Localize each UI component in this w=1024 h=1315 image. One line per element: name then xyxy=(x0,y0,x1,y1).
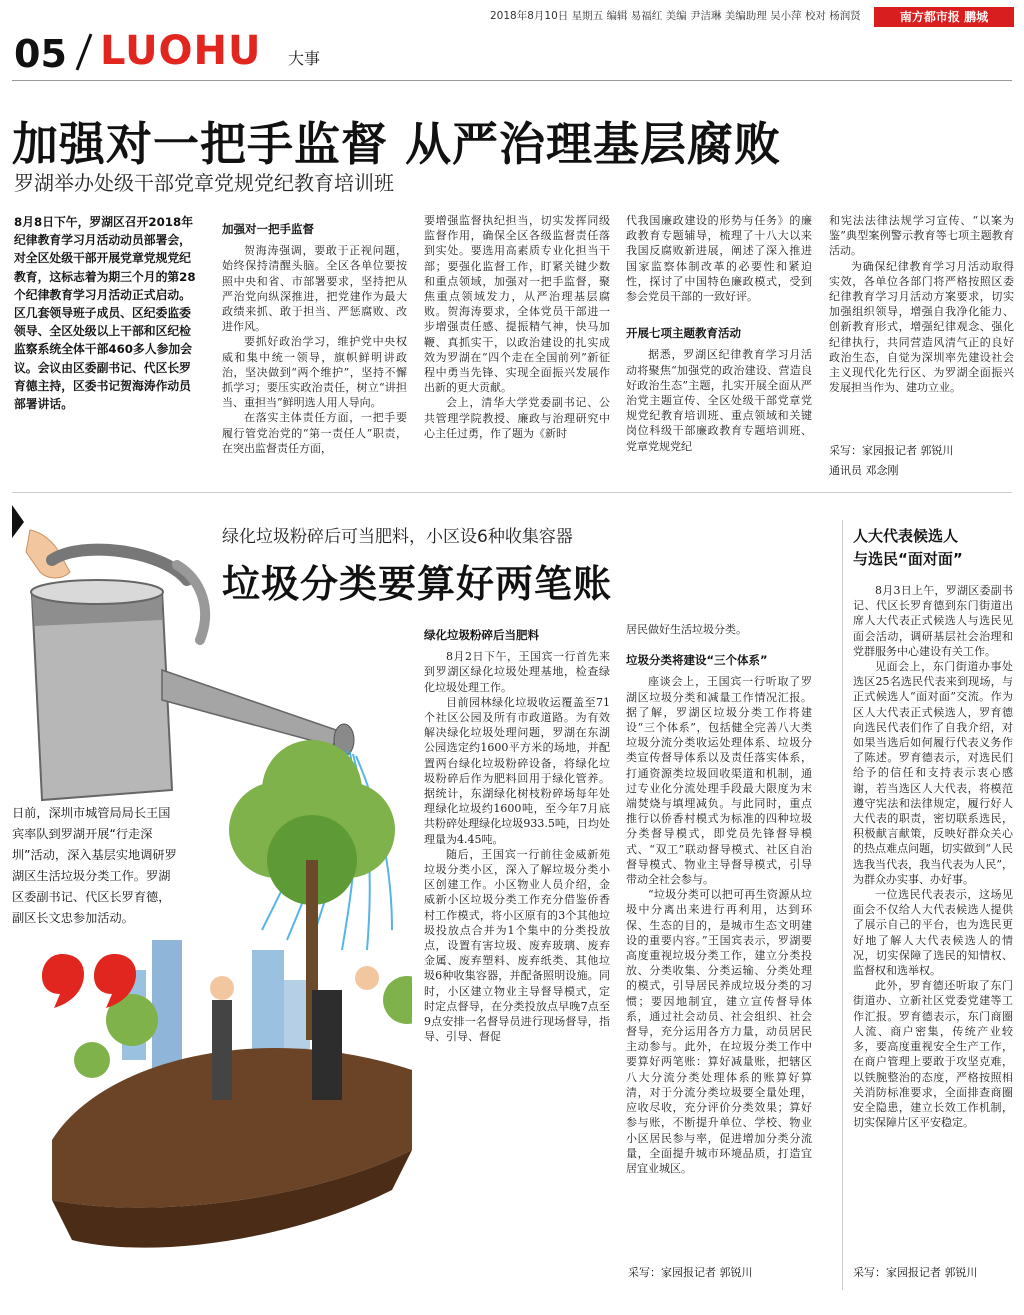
story2-col1-subhead: 绿化垃圾粉碎后当肥料 xyxy=(424,628,539,642)
paragraph: 目前园林绿化垃圾收运覆盖至71个社区公园及所有市政道路。为有效解决绿化垃圾处理问题，罗湖在东湖公园选定约1600平方米的场地，并配置两台绿化垃圾粉碎设备，将绿化垃圾粉碎后作为肥料回用于绿化管养。据统计，东湖绿化树枝粉碎场每年处理绿化垃圾约1600吨，至今年7月底共粉碎处理绿化垃圾933.5吨，日均处理量为4.45吨。 xyxy=(424,695,610,846)
story1-byline-reporter: 采写：家园报记者 郭锐川 xyxy=(829,444,954,457)
story2-column-2 xyxy=(626,622,812,1256)
paragraph: 代我国廉政建设的形势与任务》的廉政教育专题辅导，梳理了十八大以来我国反腐败新进展，阐述了深入推进国家监察体制改革的必要性和紧迫性，探讨了中国特色廉政模式，受到参会党员干部的一致好评。 xyxy=(626,214,812,304)
story2-byline: 采写：家园报记者 郭锐川 xyxy=(628,1266,753,1279)
sidebar-divider xyxy=(842,520,843,1290)
story1-bylines xyxy=(829,441,1014,481)
paragraph: 要增强监督执纪担当，切实发挥同级监督作用，确保全区各级监督责任落到实处。要选用高素质专业化担当干部；要强化监督工作，盯紧关键少数和重点领域，加强对一把手监督，聚焦重点领域发力，从严治理基层腐败。贺海涛要求，全体党员干部进一步增强责任感、提振精气神，快马加鞭、真抓实干，以政治建设的扎实成效为罗湖在“四个走在全国前列”新征程中勇当先锋、实现全面振兴发展作出新的更大贡献。 xyxy=(424,214,610,395)
newspaper-logo: 南方都市报 鹏城 xyxy=(874,7,1014,27)
story3-column xyxy=(853,583,1013,1256)
story2-column-1 xyxy=(424,628,610,1268)
quote-marks-icon xyxy=(40,950,140,1010)
paragraph: 为确保纪律教育学习月活动取得实效，各单位各部门将严格按照区委纪律教育学习月活动方案要求，切实加强组织领导，增强自我净化能力、创新教育形式，增强纪律观念、强化纪律执行，共同营造风清气正的良好政治生态，自觉为深圳率先建设社会主义现代化先行区、为罗湖全面振兴发展担当作为、建功立业。 xyxy=(829,259,1014,395)
paragraph: 贺海涛强调，要敢于正视问题，始终保持清醒头脑。全区各单位要按照中央和省、市部署要求，坚持把从严治党向纵深推进，把党建作为最大政绩来抓、敢于担当、严惩腐败、改进作风。 xyxy=(222,244,407,334)
story1-headline: 加强对一把手监督 从严治理基层腐败 xyxy=(12,117,782,171)
paragraph: 8月2日下午，王国宾一行首先来到罗湖区绿化垃圾处理基地，检查绿化垃圾处理工作。 xyxy=(424,650,610,694)
paragraph: 居民做好生活垃圾分类。 xyxy=(626,623,747,636)
story1-column-1 xyxy=(222,222,407,484)
paragraph: 随后，王国宾一行前往金威新苑垃圾分类小区，深入了解垃圾分类小区创建工作。小区物业人员介绍，金威新小区垃圾分类工作充分借鉴侨香村工作模式，将小区原有的3个其他垃圾投放点合并为1个集中的分类投放点，设置有害垃圾、废弃玻璃、废弃金属、废弃塑料、废弃纸类、其他垃圾6种收集容器，并配备照明设施。同时，小区建立物业主导督导模式，定时定点督导，在分类投放点早晚7点至9点安排一名督导员进行现场督导，指导、引导、督促 xyxy=(424,847,610,1044)
section-label: 大事 xyxy=(288,49,321,68)
story3-headline-line1: 人大代表候选人 xyxy=(853,527,959,545)
story3-headline xyxy=(853,525,1013,571)
paragraph: 和宪法法律法规学习宣传、“以案为鉴”典型案例警示教育等七项主题教育活动。 xyxy=(829,214,1014,258)
slash-divider-icon xyxy=(73,32,95,72)
paragraph: 会上，清华大学党委副书记、公共管理学院教授、廉政与治理研究中心主任过勇，作了题为《新时 xyxy=(424,396,610,440)
district-banner: LUOHU xyxy=(100,28,262,74)
page-number: 05 xyxy=(14,32,67,76)
page-dateline: 2018年8月10日 星期五 编辑 易福红 美编 尹洁琳 美编助理 吴小萍 校对 杨润贤 xyxy=(490,10,861,22)
story1-subheadline: 罗湖举办处级干部党章党规党纪教育培训班 xyxy=(14,171,394,195)
story2-kicker: 绿化垃圾粉碎后可当肥料，小区设6种收集容器 xyxy=(222,527,573,547)
story1-col3-subhead: 开展七项主题教育活动 xyxy=(626,326,741,341)
paragraph: 要抓好政治学习，维护党中央权威和集中统一领导，旗帜鲜明讲政治，坚决做到“两个维护”，坚持不懈抓学习；要压实政治责任，树立“讲担当、重担当”鲜明选人用人导向。 xyxy=(222,335,407,410)
story1-column-4 xyxy=(829,213,1014,428)
paragraph: 见面会上，东门街道办事处选区25名选民代表来到现场，与正式候选人“面对面”交流。作为区人大代表正式候选人，罗育德向选民代表们作了自我介绍，对如果当选后如何履行代表义务作了陈述。罗育德表示，对选民们给予的信任和支持表示衷心感谢，若当选区人大代表，将模范遵守宪法和法律规定，履行好人大代表的职责，密切联系选民，积极献言献策，反映好群众关心的热点难点问题，切实做到“人民选我当代表，我当代表为人民”，为群众办实事、办好事。 xyxy=(853,660,1013,886)
story2-col2-subhead: 垃圾分类将建设“三个体系” xyxy=(626,653,768,668)
paragraph: 在落实主体责任方面，一把手要履行管党治党的“第一责任人”职责，在突出监督责任方面， xyxy=(222,411,407,455)
story1-lead: 8月8日下午，罗湖区召开2018年纪律教育学习月活动动员部署会，对全区处级干部开展党章党规党纪教育，这标志着为期三个月的第28个纪律教育学习月活动正式启动。区几套领导班子成员、区纪委监委领导、全区处级以上干部和区纪检监察系统全体干部460多人参加会议。会议由区委副书记、代区长罗育德主持，区委书记贺海涛作动员部署讲话。 xyxy=(14,215,196,412)
story1-column-3 xyxy=(626,213,812,484)
header-rule xyxy=(12,80,1012,81)
paragraph: 据悉，罗湖区纪律教育学习月活动将聚焦“加强党的政治建设、营造良好政治生态”主题，扎实开展全面从严治党主题宣传、全区处级干部党章党规党纪教育培训班、重点领域和关键岗位科级干部廉政教育专题培训班、党章党规党纪 xyxy=(626,348,812,453)
story3-headline-line2: 与选民“面对面” xyxy=(853,550,963,568)
paragraph: 一位选民代表表示，这场见面会不仅给人大代表候选人提供了展示自己的平台，也为选民更好地了解人大代表候选人的情况，切实保障了选民的知情权、监督权和选举权。 xyxy=(853,888,1013,978)
story1-col1-subhead: 加强对一把手监督 xyxy=(222,222,314,236)
paragraph: 座谈会上，王国宾一行听取了罗湖区垃圾分类和减量工作情况汇报。据了解，罗湖区垃圾分类工作将建设“三个体系”，包括健全完善八大类垃圾分流分类收运处理体系、垃圾分类宣传督导体系以及责任落实体系，打通资源类垃圾回收渠道和机制，通过专业化分流处理手段最大限度为末端焚烧与填埋减负。与此同时，重点推行以侨香村模式为标准的四种垃圾分类督导模式，即党员先锋督导模式、“双工”联动督导模式、社区自治督导模式、物业主导督导模式，引导带动全社会参与。 xyxy=(626,675,812,887)
story2-headline: 垃圾分类要算好两笔账 xyxy=(222,562,613,606)
story1-byline-correspondent: 通讯员 邓念刚 xyxy=(829,464,899,477)
story1-column-2 xyxy=(424,213,610,484)
paragraph: 此外，罗育德还听取了东门街道办、立新社区党委党建等工作汇报。罗育德表示，东门商圈人流、商户密集，传统产业较多，要高度重视安全生产工作，在商户管理上要敢于攻坚克难，以铁腕整治的态度，严格按照相关消防标准要求，全面排查商圈安全隐患，建立长效工作机制，切实保障片区平安稳定。 xyxy=(853,979,1013,1130)
story-separator xyxy=(12,492,1012,493)
story2-photo-caption: 日前，深圳市城管局局长王国宾率队到罗湖开展“行走深圳”活动，深入基层实地调研罗湖区生活垃圾分类工作。罗湖区委副书记、代区长罗育德，副区长文忠参加活动。 xyxy=(12,806,177,925)
paragraph: “垃圾分类可以把可再生资源从垃圾中分离出来进行再利用，达到环保、生态的目的，是城市生态文明建设的重要内容。”王国宾表示，罗湖要高度重视垃圾分类工作，建立分类投放、分类收集、分类运输、分类处理的模式，引导居民养成垃圾分类的习惯；要因地制宜，建立宣传督导体系，通过社会动员、社会组织、社会督导，充分运用各方力量，动员居民主动参与。此外，在垃圾分类工作中要算好两笔账：算好减量账，把辖区八大分流分类处理体系的账算好算清，对于分流分类垃圾要全量处理，应收尽收，充分评价分类效果；算好参与账，不断提升单位、学校、物业小区居民参与率，促进增加分类分流量，全面提升城市环境品质，打造宜居宜业城区。 xyxy=(626,888,812,1175)
paragraph: 8月3日上午，罗湖区委副书记、代区长罗育德到东门街道出席人大代表正式候选人与选民见面会活动，调研基层社会治理和党群服务中心建设有关工作。 xyxy=(853,584,1013,658)
story3-byline: 采写：家园报记者 郭锐川 xyxy=(853,1266,978,1279)
